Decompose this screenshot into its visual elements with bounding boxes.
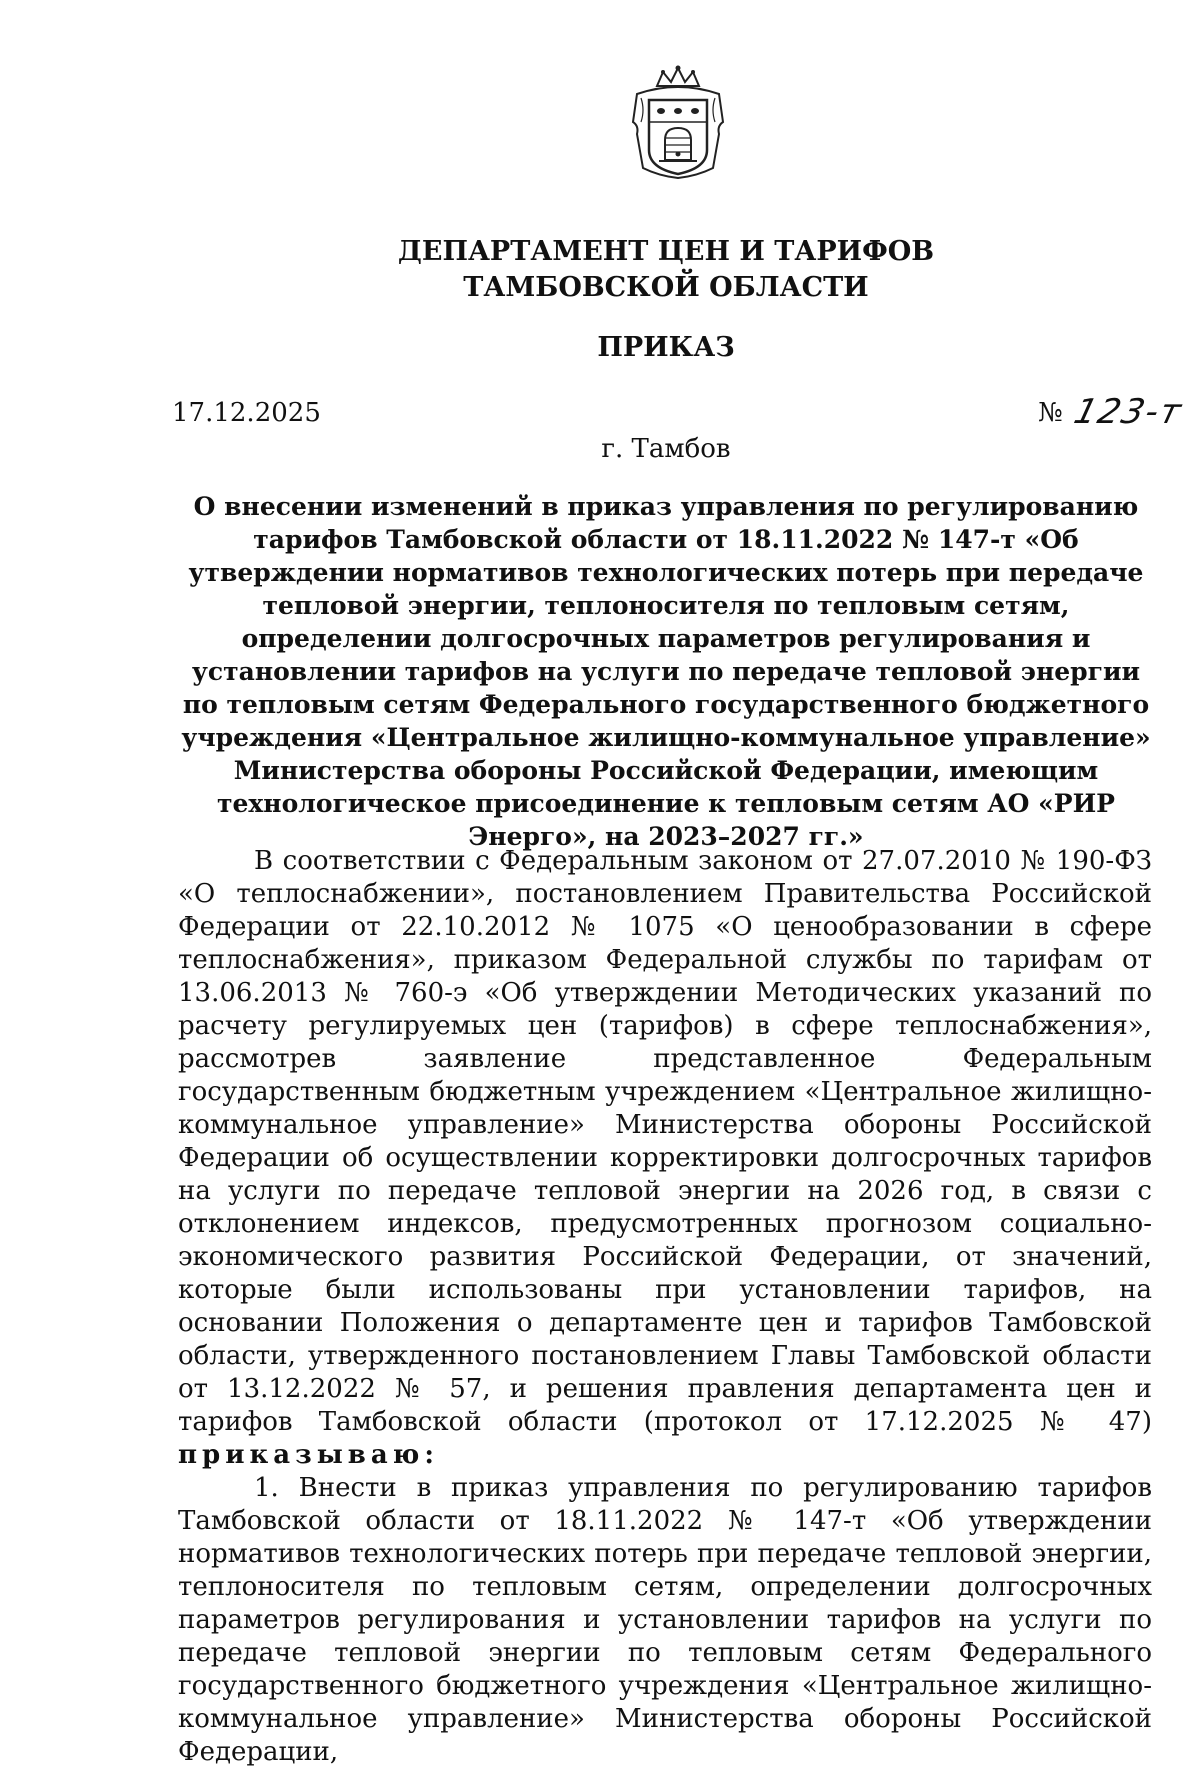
preamble-paragraph — [178, 845, 1152, 1472]
document-city: г. Тамбов — [601, 434, 731, 464]
document-number-label: № — [1038, 398, 1063, 428]
document-type: ПРИКАЗ — [597, 332, 735, 363]
order-word: приказываю: — [178, 1440, 439, 1470]
organization-name-line1: ДЕПАРТАМЕНТ ЦЕН И ТАРИФОВ — [397, 236, 935, 267]
document-number-handwritten: 123-т — [1070, 392, 1187, 432]
document-body — [178, 845, 1152, 1769]
item-1-paragraph: 1. Внести в приказ управления по регулированию тарифов Тамбовской области от 18.11.2022 № 147-т «Об утверждении нормативов технологических потерь при передаче тепловой энергии, теплоносителя по тепловым сетям, определении долгосрочных параметров регулирования и установлении тарифов на услуги по передаче тепловой энергии по тепловым сетям Федерального государственного бюджетного учреждения «Центральное жилищно-коммунальное управление» Министерства обороны Российской Федерации, — [178, 1473, 1152, 1767]
document-date: 17.12.2025 — [172, 398, 321, 428]
organization-name-line2: ТАМБОВСКОЙ ОБЛАСТИ — [463, 272, 869, 303]
document-title: О внесении изменений в приказ управления по регулированию тарифов Тамбовской области от 18.11.2022 № 147-т «Об утверждении нормативов технологических потерь при передаче тепловой энергии, теплоносителя по тепловым сетям, определении долгосрочных параметров регулирования и установлении тарифов на услуги по передаче тепловой энергии по тепловым сетям Федерального государственного бюджетного учреждения «Центральное жилищно-коммунальное управление» Министерства обороны Российской Федерации, имеющим технологическое присоединение к тепловым сетям АО «РИР Энерго», на 2023–2027 гг.» — [181, 492, 1151, 851]
preamble-text: В соответствии с Федеральным законом от 27.07.2010 № 190-ФЗ «О теплоснабжении», постановлением Правительства Российской Федерации от 22.10.2012 № 1075 «О ценообразовании в сфере теплоснабжения», приказом Федеральной службы по тарифам от 13.06.2013 № 760-э «Об утверждении Методических указаний по расчету регулируемых цен (тарифов) в сфере теплоснабжения», рассмотрев заявление представленное Федеральным государственным бюджетным учреждением «Центральное жилищно-коммунальное управление» Министерства обороны Российской Федерации об осуществлении корректировки долгосрочных тарифов на услуги по передаче тепловой энергии на 2026 год, в связи с отклонением индексов, предусмотренных прогнозом социально-экономического развития Российской Федерации, от значений, которые были использованы при установлении тарифов, на основании Положения о департаменте цен и тарифов Тамбовской области, утвержденного постановлением Главы Тамбовской области от 13.12.2022 № 57, и решения правления департамента цен и тарифов Тамбовской области (протокол от 17.12.2025 № 47) — [178, 846, 1152, 1437]
coat-of-arms-emblem — [627, 64, 729, 188]
